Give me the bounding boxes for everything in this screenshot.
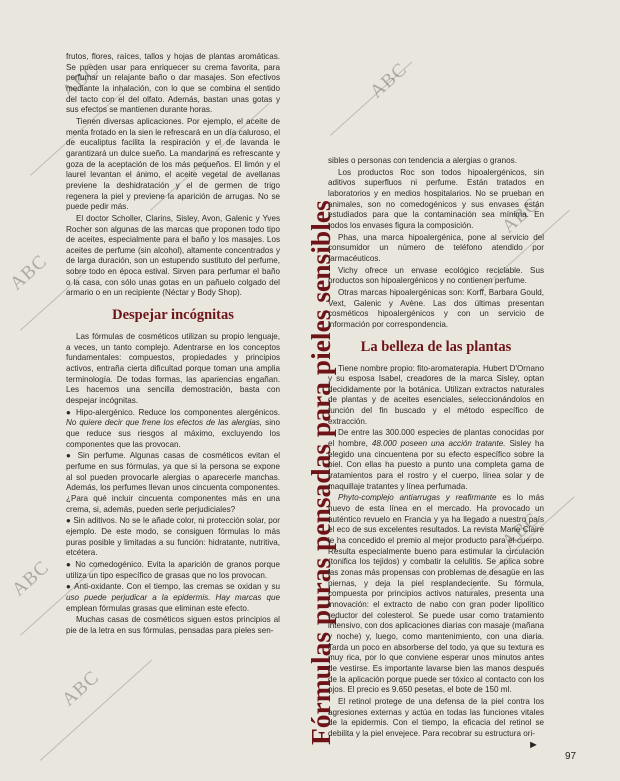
paragraph: frutos, flores, raíces, tallos y hojas de plantas aromáticas. Se pueden usar para enriquecer su crema favorita, para perfumar un relajante baño o dar masajes. Son efectivos mediante la inhalación, con lo que se combina el sentido del tacto con el del olfato. Además, bastan unas gotas y sus efectos se mantienen durante horas. [66,52,280,115]
watermark-text: ABC [498,508,544,553]
continue-arrow-icon: ► [528,739,539,751]
bullet-emphasis: No quiere decir que frene los efectos de las alergias, [66,418,263,428]
section-heading: Despejar incógnitas [112,307,234,324]
bullet-item [66,408,280,451]
watermark-text: ABC [58,666,104,711]
watermark-stroke [330,58,412,135]
watermark-text: ABC [6,250,52,295]
bullet-item: ● Sin aditivos. No se le añade color, ni protección solar, por ejemplo. De este modo, se consiguen fórmulas lo más puras posible y limitadas a su función: hidratante, nutritiva, etcétera. [66,516,280,558]
paragraph: Muchas casas de cosméticos siguen estos principios al pie de la letra en sus fórmulas, pensadas para pieles sen- [66,615,280,635]
section-heading: La belleza de las plantas [360,338,512,355]
bullet-text: ● Anti-oxidante. Con el tiempo, las cremas se oxidan y su [66,582,280,592]
paragraph: Los productos Roc son todos hipoalergénicos, sin aditivos superfluos ni perfume. Están tratados en laboratorios y en medios hospitalarios. No se prueban en animales, son no comedogénicos y sus envases están estudiados para que la contaminación sea mínima. En todos los envases figura la composición. [328,167,544,230]
watermark-text: ABC [498,193,544,238]
paragraph-emphasis: Phyto-complejo antiarrugas y reafirmante [338,493,497,503]
paragraph: El retinol protege de una defensa de la piel contra los agresiones externas y actúa en todas las funciones vitales de la epidermis. Con el tiempo, la eficacia del retinol se debilita y la piel envejece. Para recobrar su estructura ori- [328,696,544,738]
watermark-stroke [40,660,152,761]
bullet-text: sino que reduce sus riesgos al máximo, excluyendo los componentes que las provocan. [66,418,280,449]
paragraph: Otras marcas hipoalergénicas son: Korff, Barbara Gould, Vext, Galenic y Avène. Las dos últimas presentan cosméticos hipoalergénicos y con un servicio de información por correspondencia. [328,287,544,329]
watermark-text: ABC [8,556,54,601]
watermark-text: ABC [366,58,412,103]
bullet-item: ● Sin perfume. Algunas casas de cosméticos evitan el perfume en sus fórmulas, ya que si la persona se expone al sol pueden provocarle alergias o aparecerle manchas. Además, los perfumes llevan unos cincuenta componentes. ¿Para qué incluir cincuenta componentes más en una crema, si, además, pueden serle perjudiciales? [66,451,280,514]
paragraph: Vichy ofrece un envase ecológico reciclable. Sus productos son hipoalergénicos y no contienen perfume. [328,265,544,286]
bullet-item [66,582,280,614]
paragraph: Las fórmulas de cosméticos utilizan su propio lenguaje, a veces, un tanto complejo. Adentrarse en los conceptos fundamentales: compuestos, propiedades y principios activos, entraña cierta dificultad porque toman una amplia terminología. De todas formas, las apariencias engañan. Les hacemos una sencilla demostración, basta con despejar incógnitas. [66,332,280,406]
paragraph-text: es lo más nuevo de esta línea en el mercado. Ha provocado un auténtico revuelo en Francia y ya ha llegado a nuestro país el eco de sus excelentes resultados. La revista Marie Claire le ha concedido el premio al mejor producto para el cuerpo. Resulta especialmente bueno para estimular la circulación (tonifica los tejidos) y combatir la celulitis. Se aplica sobre las zonas más propensas con problemas de desagüe en las piernas, y deja la piel resplandeciente. Su fórmula, compuesta por principios activos naturales, presenta una innovación: el extracto de nabo con gran poder lipolítico reductor del colesterol. Se puede usar como tratamiento intensivo, con dos aplicaciones diarias con masaje (mañana y noche) y, luego, como mantenimiento, con una diaria. Tarda un poco en absorberse del todo, ya que su textura es muy rica, por lo que conviene esperar unos minutos antes de vestirse. Es importante lavarse bien las manos después de la aplicación porque puede ser tóxico al contacto con los ojos. El precio es 9.650 pesetas, el bote de 150 ml. [328,493,544,695]
paragraph: Tienen diversas aplicaciones. Por ejemplo, el aceite de menta frotado en la sien le refrescará en un día caluroso, el de eucaliptus facilita la respiración y el de lavanda le garantizará un dulce sueño. La mandarina es refrescante y goza de la aceptación de los más pequeños. El limón y el laurel levantan el ánimo, el aceite vegetal de avellanas previene la deshidratación y el de germen de trigo regenera la piel y previene la aparición de arrugas. No se puede pedir más. [66,116,280,212]
paragraph [328,493,544,695]
bullet-text: ● Hipo-alergénico. Reduce los componentes alergénicos. [66,407,280,417]
paragraph: Phas, una marca hipoalergénica, pone al servicio del consumidor un número de teléfono atendido por farmacéuticos. [328,232,544,263]
left-column [66,52,280,637]
paragraph: sibles o personas con tendencia a alergias o granos. [328,156,517,165]
paragraph-text: De entre las 300.000 especies de plantas conocidas por el hombre, [328,428,544,449]
paragraph [328,428,544,492]
bullet-emphasis: uso puede perjudicar a la epidermis. Hay marcas que [66,592,280,602]
paragraph-text: Sisley ha elegido una cincuentena por su efecto específico sobre la piel. Con ellas ha puesto a punto una completa gama de tratamientos para el rostro y el cuerpo, línea solar y de maquillaje tratantes y línea perfumada. [328,439,544,491]
paragraph: El doctor Scholler, Clarins, Sisley, Avon, Galenic y Yves Rocher son algunas de las marcas que proponen todo tipo de aceites, especialmente para el baño y los masajes. Los aceites de perfume (sin alcohol), altamente concentrados y de larga duración, son un estupendo sustituto del perfume, sobre todo en época estival. Sirven para perfumar el baño o la casa, con sólo unas gotas en un pañuelo colgado del armario o en un recipiente (Néctar y Body Shop). [66,213,280,298]
paragraph: Tiene nombre propio: fito-aromaterapia. Hubert D'Ornano y su esposa Isabel, creadores de la marca Sisley, optan decididamente por la botánica. Utilizan extractos naturales de plantas y de aceites esenciales, seleccionándolos en función del fin buscado y el método específico de extracción. [328,363,544,426]
page-number: 97 [565,751,577,762]
bullet-text: emplean fórmulas grasas que eliminan este efecto. [66,603,250,613]
bullet-item: ● No comedogénico. Evita la aparición de granos porque utiliza un tipo específico de grasas que no los provocan. [66,559,280,580]
article-title: Fórmulas puras pensadas para pieles sensibles [305,200,336,745]
right-column [328,156,544,740]
paragraph-emphasis: 48.000 poseen una acción tratante. [371,439,506,449]
watermark-text: ABC [58,58,104,103]
